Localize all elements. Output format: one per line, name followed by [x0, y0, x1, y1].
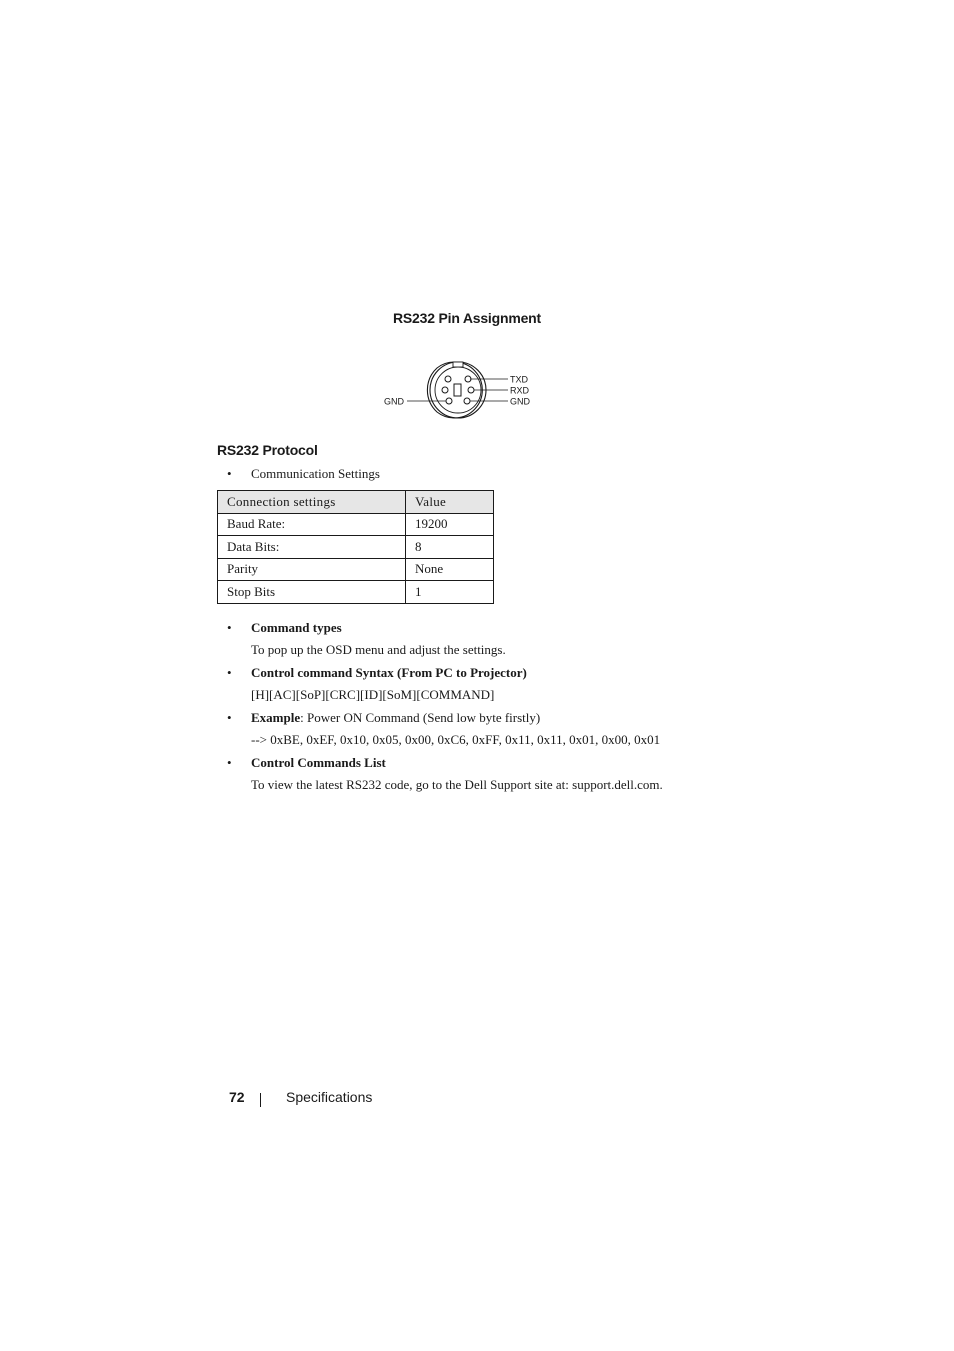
protocol-title: RS232 Protocol — [217, 442, 318, 458]
page-number: 72 — [229, 1089, 245, 1105]
example-line — [251, 710, 540, 726]
pin-label-rxd: RXD — [510, 385, 530, 396]
table-header-connection-settings: Connection settings — [218, 491, 406, 514]
table-row — [218, 513, 494, 536]
table-header-value: Value — [406, 491, 494, 514]
pin-assignment-title: RS232 Pin Assignment — [393, 310, 541, 326]
table-cell-value: 19200 — [406, 513, 494, 536]
table-cell-setting: Data Bits: — [218, 536, 406, 559]
table-cell-value: 8 — [406, 536, 494, 559]
table-cell-setting: Baud Rate: — [218, 513, 406, 536]
table-row — [218, 536, 494, 559]
bullet-marker: • — [227, 710, 232, 725]
example-text: : Power ON Command (Send low byte firstly) — [300, 710, 541, 725]
bullet-marker: • — [227, 755, 232, 770]
pin-top-left — [445, 376, 451, 382]
example-label: Example — [251, 710, 301, 725]
bullet-marker: • — [227, 466, 232, 481]
example-bytes: --> 0xBE, 0xEF, 0x10, 0x05, 0x00, 0xC6, 0xFF, 0x11, 0x11, 0x01, 0x00, 0x01 — [251, 732, 661, 747]
footer-divider — [260, 1093, 261, 1107]
pin-middle-left — [442, 387, 448, 393]
bullet-marker: • — [227, 620, 232, 635]
pin-bottom-left — [446, 398, 452, 404]
command-types-label: Command types — [251, 620, 342, 635]
syntax-text: [H][AC][SoP][CRC][ID][SoM][COMMAND] — [251, 687, 495, 702]
table-row — [218, 558, 494, 581]
command-types-text: To pop up the OSD menu and adjust the settings. — [251, 642, 506, 657]
pin-bottom-right — [464, 398, 470, 404]
table-cell-setting: Parity — [218, 558, 406, 581]
pin-label-txd: TXD — [510, 374, 528, 385]
commands-list-text: To view the latest RS232 code, go to the Dell Support site at: support.dell.com. — [251, 777, 663, 792]
pin-middle-right — [468, 387, 474, 393]
bullet-marker: • — [227, 665, 232, 680]
table-cell-value: 1 — [406, 581, 494, 604]
communication-settings-label: Communication Settings — [251, 466, 380, 481]
pin-label-gnd-right: GND — [510, 396, 530, 407]
commands-list-label: Control Commands List — [251, 755, 386, 770]
connection-settings-table — [217, 490, 494, 604]
table-header-row — [218, 491, 494, 514]
mini-din-connector-diagram — [380, 355, 540, 425]
syntax-label: Control command Syntax (From PC to Projector) — [251, 665, 527, 680]
table-cell-value: None — [406, 558, 494, 581]
table-cell-setting: Stop Bits — [218, 581, 406, 604]
footer-section-name: Specifications — [286, 1089, 373, 1105]
table-row — [218, 581, 494, 604]
pin-label-gnd-left: GND — [384, 396, 404, 407]
